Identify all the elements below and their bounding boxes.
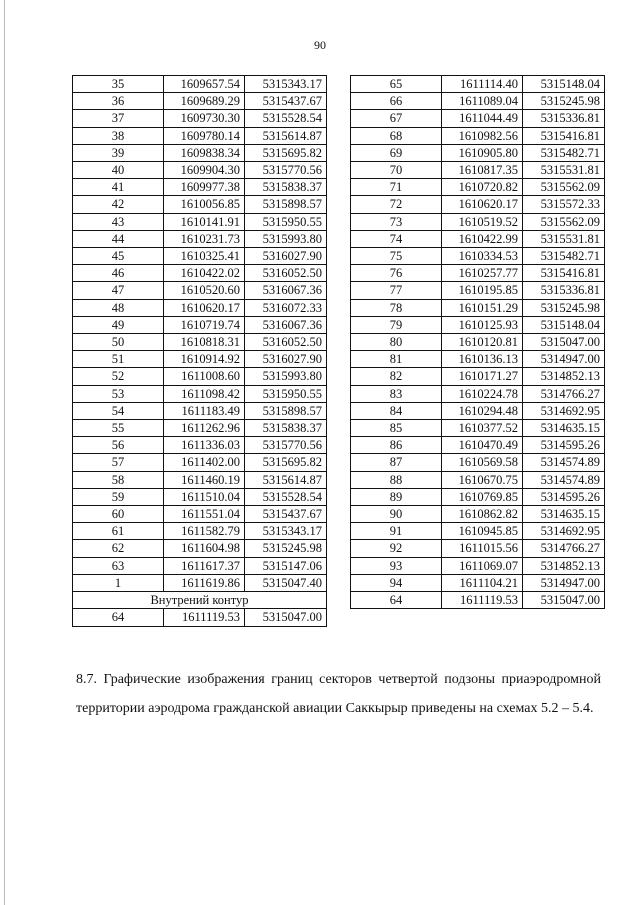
point-number-cell: 57 (73, 454, 164, 471)
x-coordinate-cell: 1611044.49 (442, 110, 523, 127)
point-number-cell: 55 (73, 420, 164, 437)
x-coordinate-cell: 1610195.85 (442, 282, 523, 299)
y-coordinate-cell: 5315531.81 (523, 162, 605, 179)
y-coordinate-cell: 5315838.37 (245, 420, 327, 437)
x-coordinate-cell: 1609977.38 (164, 179, 245, 196)
x-coordinate-cell: 1610905.80 (442, 144, 523, 161)
x-coordinate-cell: 1610569.58 (442, 454, 523, 471)
x-coordinate-cell: 1610141.91 (164, 213, 245, 230)
table-row (73, 420, 327, 437)
x-coordinate-cell: 1609838.34 (164, 144, 245, 161)
y-coordinate-cell: 5315528.54 (245, 110, 327, 127)
x-coordinate-cell: 1609730.30 (164, 110, 245, 127)
x-coordinate-cell: 1611551.04 (164, 506, 245, 523)
x-coordinate-cell: 1610257.77 (442, 265, 523, 282)
table-row (351, 402, 605, 419)
x-coordinate-cell: 1611104.21 (442, 574, 523, 591)
x-coordinate-cell: 1610171.27 (442, 368, 523, 385)
table-row (351, 265, 605, 282)
point-number-cell: 62 (73, 540, 164, 557)
table-row (351, 437, 605, 454)
table-row (351, 179, 605, 196)
point-number-cell: 54 (73, 402, 164, 419)
table-row (351, 506, 605, 523)
y-coordinate-cell: 5315245.98 (523, 93, 605, 110)
table-row (73, 196, 327, 213)
x-coordinate-cell: 1611069.07 (442, 557, 523, 574)
x-coordinate-cell: 1610818.31 (164, 334, 245, 351)
x-coordinate-cell: 1611617.37 (164, 557, 245, 574)
y-coordinate-cell: 5315993.80 (245, 368, 327, 385)
table-row (73, 351, 327, 368)
y-coordinate-cell: 5315695.82 (245, 454, 327, 471)
table-row (73, 488, 327, 505)
table-row (73, 523, 327, 540)
y-coordinate-cell: 5315993.80 (245, 230, 327, 247)
point-number-cell: 59 (73, 488, 164, 505)
point-number-cell: 84 (351, 402, 442, 419)
point-number-cell: 69 (351, 144, 442, 161)
point-number-cell: 64 (73, 609, 164, 626)
x-coordinate-cell: 1610294.48 (442, 402, 523, 419)
point-number-cell: 87 (351, 454, 442, 471)
point-number-cell: 67 (351, 110, 442, 127)
point-number-cell: 76 (351, 265, 442, 282)
point-number-cell: 56 (73, 437, 164, 454)
y-coordinate-cell: 5314574.89 (523, 454, 605, 471)
x-coordinate-cell: 1611582.79 (164, 523, 245, 540)
point-number-cell: 63 (73, 557, 164, 574)
y-coordinate-cell: 5314766.27 (523, 540, 605, 557)
y-coordinate-cell: 5315148.04 (523, 316, 605, 333)
point-number-cell: 42 (73, 196, 164, 213)
x-coordinate-cell: 1610620.17 (442, 196, 523, 213)
x-coordinate-cell: 1610422.02 (164, 265, 245, 282)
y-coordinate-cell: 5314692.95 (523, 523, 605, 540)
point-number-cell: 79 (351, 316, 442, 333)
x-coordinate-cell: 1610620.17 (164, 299, 245, 316)
point-number-cell: 60 (73, 506, 164, 523)
y-coordinate-cell: 5314635.15 (523, 506, 605, 523)
section-paragraph (76, 666, 601, 723)
point-number-cell: 38 (73, 127, 164, 144)
x-coordinate-cell: 1611262.96 (164, 420, 245, 437)
point-number-cell: 68 (351, 127, 442, 144)
point-number-cell: 43 (73, 213, 164, 230)
x-coordinate-cell: 1611119.53 (442, 592, 523, 609)
y-coordinate-cell: 5316027.90 (245, 248, 327, 265)
table-row (351, 196, 605, 213)
point-number-cell: 75 (351, 248, 442, 265)
y-coordinate-cell: 5315482.71 (523, 248, 605, 265)
table-row (73, 76, 327, 93)
y-coordinate-cell: 5316067.36 (245, 282, 327, 299)
x-coordinate-cell: 1611114.40 (442, 76, 523, 93)
coordinates-table-left (72, 75, 327, 627)
point-number-cell: 92 (351, 540, 442, 557)
x-coordinate-cell: 1610519.52 (442, 213, 523, 230)
x-coordinate-cell: 1610151.29 (442, 299, 523, 316)
point-number-cell: 77 (351, 282, 442, 299)
point-number-cell: 39 (73, 144, 164, 161)
table-row (351, 248, 605, 265)
table-row (351, 299, 605, 316)
point-number-cell: 70 (351, 162, 442, 179)
y-coordinate-cell: 5315245.98 (523, 299, 605, 316)
table-row (351, 592, 605, 609)
table-row (73, 454, 327, 471)
table-row (351, 230, 605, 247)
y-coordinate-cell: 5315148.04 (523, 76, 605, 93)
x-coordinate-cell: 1611336.03 (164, 437, 245, 454)
y-coordinate-cell: 5315531.81 (523, 230, 605, 247)
table-row (73, 540, 327, 557)
x-coordinate-cell: 1611402.00 (164, 454, 245, 471)
table-row (73, 385, 327, 402)
point-number-cell: 51 (73, 351, 164, 368)
x-coordinate-cell: 1610125.93 (442, 316, 523, 333)
table-row (351, 162, 605, 179)
point-number-cell: 46 (73, 265, 164, 282)
x-coordinate-cell: 1611089.04 (442, 93, 523, 110)
point-number-cell: 48 (73, 299, 164, 316)
point-number-cell: 93 (351, 557, 442, 574)
point-number-cell: 37 (73, 110, 164, 127)
y-coordinate-cell: 5316072.33 (245, 299, 327, 316)
table-row (73, 471, 327, 488)
point-number-cell: 1 (73, 574, 164, 591)
table-row (73, 127, 327, 144)
y-coordinate-cell: 5314635.15 (523, 420, 605, 437)
y-coordinate-cell: 5314692.95 (523, 402, 605, 419)
x-coordinate-cell: 1611510.04 (164, 488, 245, 505)
x-coordinate-cell: 1610136.13 (442, 351, 523, 368)
x-coordinate-cell: 1610377.52 (442, 420, 523, 437)
y-coordinate-cell: 5314947.00 (523, 574, 605, 591)
y-coordinate-cell: 5315437.67 (245, 506, 327, 523)
table-row (73, 437, 327, 454)
y-coordinate-cell: 5315562.09 (523, 179, 605, 196)
table-row (351, 144, 605, 161)
y-coordinate-cell: 5315245.98 (245, 540, 327, 557)
table-row (73, 265, 327, 282)
table-row (351, 454, 605, 471)
table-row (73, 557, 327, 574)
x-coordinate-cell: 1609657.54 (164, 76, 245, 93)
x-coordinate-cell: 1611015.56 (442, 540, 523, 557)
table-row (351, 385, 605, 402)
y-coordinate-cell: 5315343.17 (245, 523, 327, 540)
point-number-cell: 73 (351, 213, 442, 230)
y-coordinate-cell: 5315416.81 (523, 127, 605, 144)
y-coordinate-cell: 5315047.40 (245, 574, 327, 591)
point-number-cell: 64 (351, 592, 442, 609)
point-number-cell: 44 (73, 230, 164, 247)
y-coordinate-cell: 5315528.54 (245, 488, 327, 505)
y-coordinate-cell: 5315336.81 (523, 282, 605, 299)
y-coordinate-cell: 5315416.81 (523, 265, 605, 282)
y-coordinate-cell: 5316052.50 (245, 265, 327, 282)
y-coordinate-cell: 5315336.81 (523, 110, 605, 127)
table-row (73, 282, 327, 299)
x-coordinate-cell: 1610325.41 (164, 248, 245, 265)
x-coordinate-cell: 1611604.98 (164, 540, 245, 557)
y-coordinate-cell: 5316027.90 (245, 351, 327, 368)
y-coordinate-cell: 5314595.26 (523, 488, 605, 505)
table-row (73, 144, 327, 161)
point-number-cell: 35 (73, 76, 164, 93)
point-number-cell: 74 (351, 230, 442, 247)
x-coordinate-cell: 1610862.82 (442, 506, 523, 523)
table-row (351, 368, 605, 385)
x-coordinate-cell: 1611460.19 (164, 471, 245, 488)
x-coordinate-cell: 1610334.53 (442, 248, 523, 265)
table-row (73, 574, 327, 591)
point-number-cell: 36 (73, 93, 164, 110)
table-row (73, 162, 327, 179)
table-row (73, 110, 327, 127)
x-coordinate-cell: 1610470.49 (442, 437, 523, 454)
y-coordinate-cell: 5315047.00 (523, 334, 605, 351)
y-coordinate-cell: 5315898.57 (245, 196, 327, 213)
y-coordinate-cell: 5315695.82 (245, 144, 327, 161)
y-coordinate-cell: 5315950.55 (245, 385, 327, 402)
table-row (351, 574, 605, 591)
table-row (351, 127, 605, 144)
x-coordinate-cell: 1609904.30 (164, 162, 245, 179)
table-row (351, 282, 605, 299)
x-coordinate-cell: 1610231.73 (164, 230, 245, 247)
x-coordinate-cell: 1611008.60 (164, 368, 245, 385)
y-coordinate-cell: 5314766.27 (523, 385, 605, 402)
table-row (351, 334, 605, 351)
table-row (351, 110, 605, 127)
table-row (73, 334, 327, 351)
x-coordinate-cell: 1610224.78 (442, 385, 523, 402)
table-row (351, 471, 605, 488)
point-number-cell: 91 (351, 523, 442, 540)
y-coordinate-cell: 5315614.87 (245, 127, 327, 144)
table-row (73, 230, 327, 247)
table-row (73, 368, 327, 385)
point-number-cell: 45 (73, 248, 164, 265)
point-number-cell: 83 (351, 385, 442, 402)
x-coordinate-cell: 1611098.42 (164, 385, 245, 402)
x-coordinate-cell: 1610720.82 (442, 179, 523, 196)
x-coordinate-cell: 1610670.75 (442, 471, 523, 488)
x-coordinate-cell: 1610422.99 (442, 230, 523, 247)
point-number-cell: 65 (351, 76, 442, 93)
y-coordinate-cell: 5315614.87 (245, 471, 327, 488)
y-coordinate-cell: 5315770.56 (245, 437, 327, 454)
table-row (73, 402, 327, 419)
x-coordinate-cell: 1609689.29 (164, 93, 245, 110)
y-coordinate-cell: 5314947.00 (523, 351, 605, 368)
y-coordinate-cell: 5315770.56 (245, 162, 327, 179)
table-row (351, 557, 605, 574)
table-row (73, 93, 327, 110)
point-number-cell: 80 (351, 334, 442, 351)
point-number-cell: 58 (73, 471, 164, 488)
table-row (351, 351, 605, 368)
table-row (73, 316, 327, 333)
inner-contour-label: Внутрений контур (73, 592, 327, 609)
x-coordinate-cell: 1610769.85 (442, 488, 523, 505)
x-coordinate-cell: 1610982.56 (442, 127, 523, 144)
y-coordinate-cell: 5315562.09 (523, 213, 605, 230)
table-row (73, 299, 327, 316)
point-number-cell: 49 (73, 316, 164, 333)
y-coordinate-cell: 5315047.00 (245, 609, 327, 626)
y-coordinate-cell: 5315898.57 (245, 402, 327, 419)
table-row (351, 420, 605, 437)
point-number-cell: 66 (351, 93, 442, 110)
point-number-cell: 90 (351, 506, 442, 523)
x-coordinate-cell: 1610120.81 (442, 334, 523, 351)
point-number-cell: 40 (73, 162, 164, 179)
coordinates-table-right (350, 75, 605, 609)
point-number-cell: 47 (73, 282, 164, 299)
point-number-cell: 61 (73, 523, 164, 540)
x-coordinate-cell: 1610056.85 (164, 196, 245, 213)
point-number-cell: 94 (351, 574, 442, 591)
x-coordinate-cell: 1610914.92 (164, 351, 245, 368)
y-coordinate-cell: 5315838.37 (245, 179, 327, 196)
y-coordinate-cell: 5314574.89 (523, 471, 605, 488)
table-row (73, 609, 327, 626)
table-row (73, 506, 327, 523)
paragraph-text: 8.7. Графические изображения границ секторов четвертой подзоны приаэродромной территории аэродрома гражданской авиации Саккырыр приведены на схемах 5.2 – 5.4. (76, 672, 601, 716)
table-row (351, 540, 605, 557)
point-number-cell: 50 (73, 334, 164, 351)
point-number-cell: 85 (351, 420, 442, 437)
inner-contour-row (73, 592, 327, 609)
point-number-cell: 72 (351, 196, 442, 213)
y-coordinate-cell: 5314852.13 (523, 368, 605, 385)
page-number: 90 (314, 38, 326, 52)
table-row (351, 76, 605, 93)
y-coordinate-cell: 5316067.36 (245, 316, 327, 333)
y-coordinate-cell: 5315147.06 (245, 557, 327, 574)
y-coordinate-cell: 5314595.26 (523, 437, 605, 454)
point-number-cell: 86 (351, 437, 442, 454)
x-coordinate-cell: 1610520.60 (164, 282, 245, 299)
y-coordinate-cell: 5315950.55 (245, 213, 327, 230)
table-row (351, 213, 605, 230)
point-number-cell: 81 (351, 351, 442, 368)
table-row (351, 93, 605, 110)
x-coordinate-cell: 1610945.85 (442, 523, 523, 540)
x-coordinate-cell: 1611119.53 (164, 609, 245, 626)
point-number-cell: 82 (351, 368, 442, 385)
y-coordinate-cell: 5315437.67 (245, 93, 327, 110)
point-number-cell: 78 (351, 299, 442, 316)
table-row (351, 316, 605, 333)
table-row (73, 213, 327, 230)
page-edge-line (4, 0, 5, 905)
point-number-cell: 89 (351, 488, 442, 505)
y-coordinate-cell: 5315572.33 (523, 196, 605, 213)
table-row (351, 488, 605, 505)
point-number-cell: 41 (73, 179, 164, 196)
y-coordinate-cell: 5315482.71 (523, 144, 605, 161)
y-coordinate-cell: 5314852.13 (523, 557, 605, 574)
table-row (73, 179, 327, 196)
y-coordinate-cell: 5315343.17 (245, 76, 327, 93)
x-coordinate-cell: 1610817.35 (442, 162, 523, 179)
table-row (351, 523, 605, 540)
point-number-cell: 53 (73, 385, 164, 402)
x-coordinate-cell: 1611183.49 (164, 402, 245, 419)
point-number-cell: 52 (73, 368, 164, 385)
point-number-cell: 71 (351, 179, 442, 196)
point-number-cell: 88 (351, 471, 442, 488)
y-coordinate-cell: 5315047.00 (523, 592, 605, 609)
x-coordinate-cell: 1610719.74 (164, 316, 245, 333)
y-coordinate-cell: 5316052.50 (245, 334, 327, 351)
table-row (73, 248, 327, 265)
x-coordinate-cell: 1611619.86 (164, 574, 245, 591)
x-coordinate-cell: 1609780.14 (164, 127, 245, 144)
